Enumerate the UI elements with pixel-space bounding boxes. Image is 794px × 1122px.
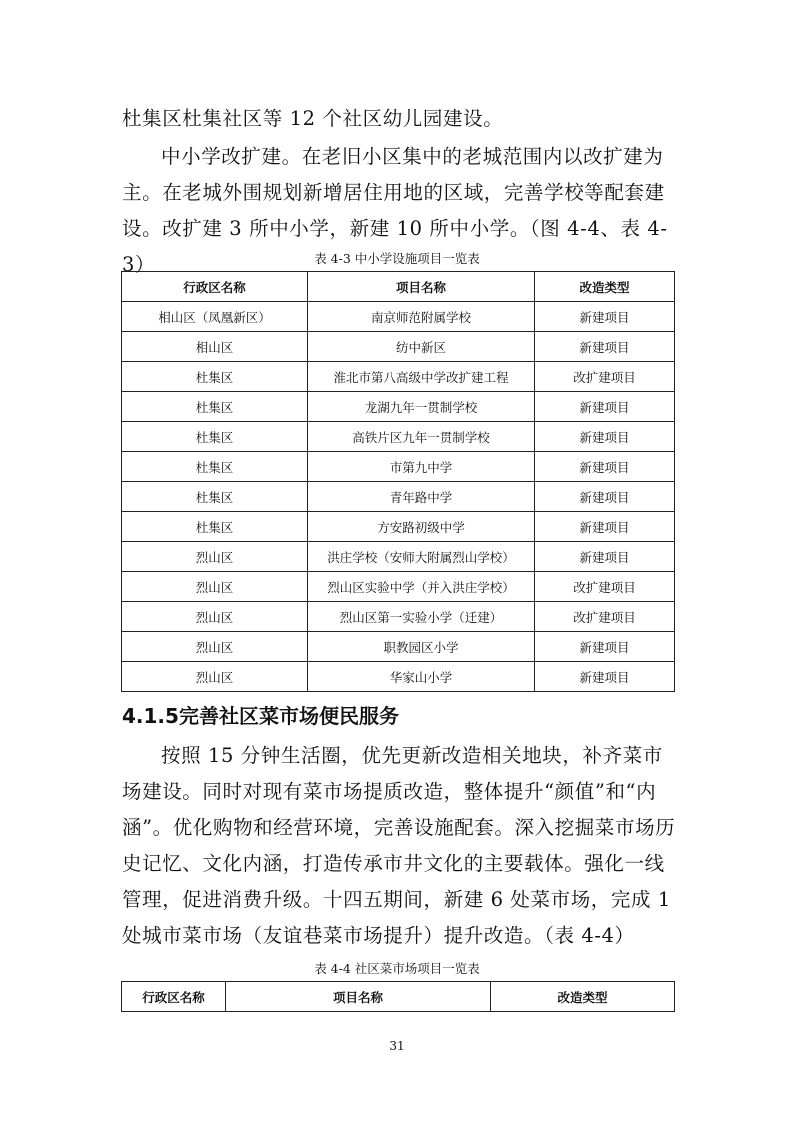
cell-type: 新建项目: [535, 512, 675, 542]
cell-project: 淮北市第八高级中学改扩建工程: [308, 362, 535, 392]
cell-project: 市第九中学: [308, 452, 535, 482]
table-row: [122, 632, 675, 662]
table-row: [122, 302, 675, 332]
cell-project: 龙湖九年一贯制学校: [308, 392, 535, 422]
cell-district: 杜集区: [122, 452, 308, 482]
cell-project: 方安路初级中学: [308, 512, 535, 542]
paragraph-markets: 按照 15 分钟生活圈，优先更新改造相关地块，补齐菜市场建设。同时对现有菜市场提质改造，整体提升“颜值”和“内涵”。优化购物和经营环境，完善设施配套。深入挖掘菜市场历史记忆、文化内涵，打造传承市井文化的主要载体。强化一线管理，促进消费升级。十四五期间，新建 6 处菜市场，完成 1 处城市菜市场（友谊巷菜市场提升）提升改造。（表 4-4）: [122, 744, 676, 947]
cell-type: 改扩建项目: [535, 572, 675, 602]
cell-project: 洪庄学校（安师大附属烈山学校）: [308, 542, 535, 572]
column-header-type: 改造类型: [535, 272, 675, 302]
cell-type: 新建项目: [535, 542, 675, 572]
cell-type: 改扩建项目: [535, 362, 675, 392]
table-row: [122, 452, 675, 482]
cell-district: 烈山区: [122, 572, 308, 602]
cell-district: 烈山区: [122, 662, 308, 692]
cell-district: 烈山区: [122, 542, 308, 572]
table-row: [122, 362, 675, 392]
table-row: [122, 572, 675, 602]
cell-project: 高铁片区九年一贯制学校: [308, 422, 535, 452]
cell-project: 华家山小学: [308, 662, 535, 692]
table-4-3-caption: 表 4-3 中小学设施项目一览表: [314, 251, 480, 266]
cell-type: 新建项目: [535, 632, 675, 662]
table-4-4: [121, 981, 675, 1012]
cell-project: 烈山区实验中学（并入洪庄学校）: [308, 572, 535, 602]
cell-type: 新建项目: [535, 422, 675, 452]
column-header-district: 行政区名称: [122, 272, 308, 302]
cell-district: 杜集区: [122, 482, 308, 512]
table-row: [122, 662, 675, 692]
cell-type: 新建项目: [535, 332, 675, 362]
cell-project: 青年路中学: [308, 482, 535, 512]
table-row: [122, 482, 675, 512]
cell-district: 杜集区: [122, 512, 308, 542]
cell-district: 烈山区: [122, 602, 308, 632]
column-header-project: 项目名称: [308, 272, 535, 302]
cell-district: 杜集区: [122, 362, 308, 392]
cell-project: 南京师范附属学校: [308, 302, 535, 332]
page-number: 31: [389, 1039, 405, 1053]
paragraph-kindergarten: 杜集区杜集社区等 12 个社区幼儿园建设。: [122, 107, 504, 130]
cell-district: 烈山区: [122, 632, 308, 662]
cell-district: 杜集区: [122, 422, 308, 452]
table-4-4-caption: 表 4-4 社区菜市场项目一览表: [314, 961, 480, 976]
table-row: [122, 332, 675, 362]
table-header-row: [122, 272, 675, 302]
table-row: [122, 512, 675, 542]
cell-district: 相山区: [122, 332, 308, 362]
column-header-type: 改造类型: [491, 982, 675, 1012]
cell-district: 相山区（凤凰新区）: [122, 302, 308, 332]
cell-type: 新建项目: [535, 302, 675, 332]
table-row: [122, 602, 675, 632]
column-header-district: 行政区名称: [122, 982, 226, 1012]
cell-type: 新建项目: [535, 482, 675, 512]
paragraph-schools: 中小学改扩建。在老旧小区集中的老城范围内以改扩建为主。在老城外围规划新增居住用地的区域，完善学校等配套建设。改扩建 3 所中小学，新建 10 所中小学。（图 4-4、表 4-3）: [122, 145, 668, 276]
cell-type: 改扩建项目: [535, 602, 675, 632]
cell-project: 职教园区小学: [308, 632, 535, 662]
table-header-row: [122, 982, 675, 1012]
cell-type: 新建项目: [535, 662, 675, 692]
table-row: [122, 422, 675, 452]
table-4-3: [121, 271, 675, 692]
section-heading: 4.1.5完善社区菜市场便民服务: [122, 704, 399, 728]
cell-project: 烈山区第一实验小学（迁建）: [308, 602, 535, 632]
cell-type: 新建项目: [535, 392, 675, 422]
table-row: [122, 392, 675, 422]
cell-district: 杜集区: [122, 392, 308, 422]
cell-type: 新建项目: [535, 452, 675, 482]
cell-project: 纺中新区: [308, 332, 535, 362]
table-row: [122, 542, 675, 572]
column-header-project: 项目名称: [226, 982, 491, 1012]
